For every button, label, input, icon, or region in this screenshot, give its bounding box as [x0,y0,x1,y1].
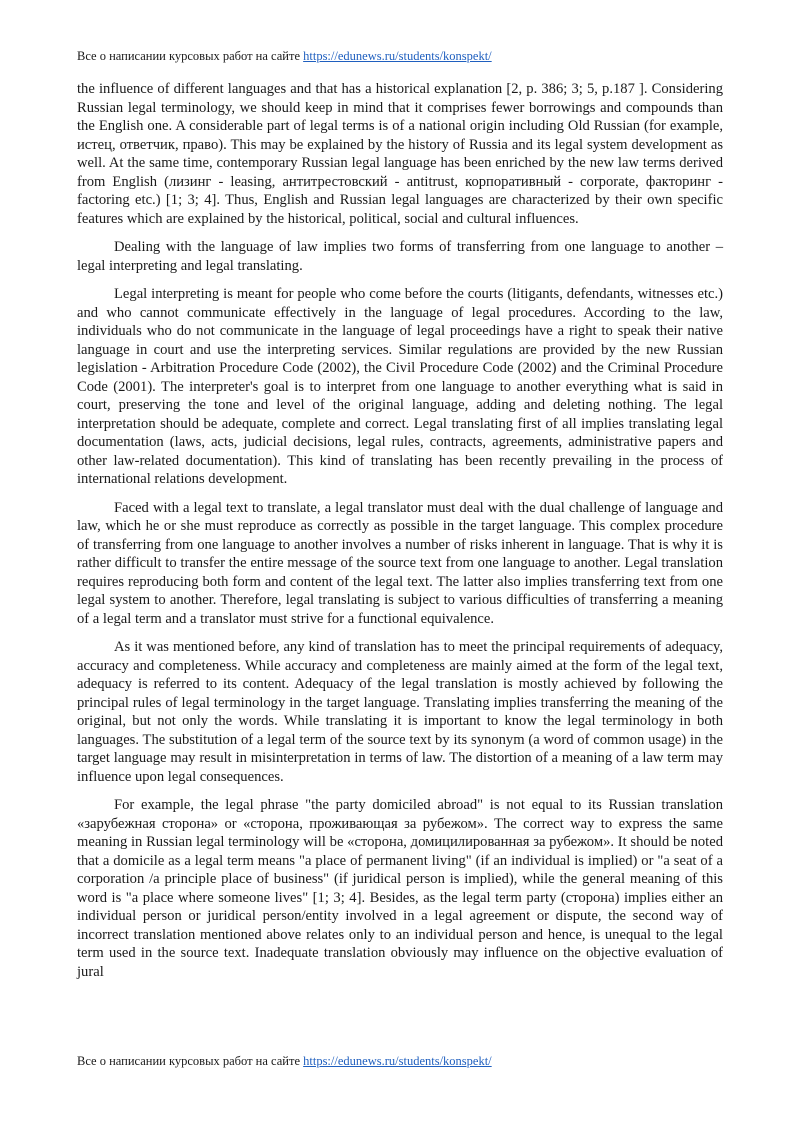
paragraph-5: As it was mentioned before, any kind of translation has to meet the principal requirements of adequacy, accuracy and completeness. While accuracy and completeness are mainly aimed at the form of the legal text, adequacy is referred to its content. Adequacy of the legal translation is mostly achieved by following the principal rules of legal terminology in the target language. Translating implies transferring the meaning of the original, but not only the words. While translating it is important to know the legal terminology in both languages. The substitution of a legal term of the source text by its synonym (a word of common usage) in the target language may result in misinterpretation in terms of law. The distortion of a meaning of a law term may influence upon legal consequences. [77,639,723,785]
header-link[interactable]: https://edunews.ru/students/konspekt/ [303,49,492,63]
paragraph-4: Faced with a legal text to translate, a legal translator must deal with the dual challenge of language and law, which he or she must reproduce as correctly as possible in the target language. This complex procedure of transferring from one language to another involves a number of risks inherent in language. That is why it is rather difficult to transfer the entire message of the source text from one language to another. Legal translation requires reproducing both form and content of the legal text. The latter also implies transferring text from one legal system to another. Therefore, legal translating is subject to various difficulties of transferring a meaning of a legal term and a translator must strive for a functional equivalence. [77,499,723,627]
footer-link[interactable]: https://edunews.ru/students/konspekt/ [303,1054,492,1068]
paragraph-3: Legal interpreting is meant for people who come before the courts (litigants, defendants, witnesses etc.) and who cannot communicate effectively in the language of legal procedures. According to the law, individuals who do not communicate in the language of legal proceedings have a right to speak their native language in court and use the interpreting services. Similar regulations are provided by the new Russian legislation - Arbitration Procedure Code (2002), the Civil Procedure Code (2002) and the Criminal Procedure Code (2001). The interpreter's goal is to interpret from one language to another everything what is said in court, preserving the tone and level of the original language, adding and deleting nothing. The legal interpretation should be adequate, complete and correct. Legal translating first of all implies translating legal documentation (laws, acts, judicial decisions, legal rules, contracts, agreements, administrative papers and other law-related documentation). This kind of translating has been recently prevailing in the process of international relations development. [77,286,723,487]
document-body [77,80,723,991]
paragraph-6: For example, the legal phrase "the party domiciled abroad" is not equal to its Russian translation «зарубежная сторона» or «сторона, проживающая за рубежом». The correct way to express the same meaning in Russian legal terminology will be «сторона, домицилированная за рубежом». It should be noted that a domicile as a legal term means "a place of permanent living" (if an individual is implied) or "a seat of a corporation /a principle place of business" (if juridical person is implied), while the general meaning of this word is "a place where someone lives" [1; 3; 4]. Besides, as the legal term party (сторона) implies either an individual person or juridical person/entity involved in a legal agreement or dispute, the second way of incorrect translation mentioned above relates only to an individual person and hence, is unequal to the legal term used in the source text. Inadequate translation obviously may influence on the objective evaluation of jural [77,797,723,980]
footer-text: Все о написании курсовых работ на сайте [77,1054,304,1068]
paragraph-1: the influence of different languages and that has a historical explanation [2, p. 386; 3; 5, p.187 ]. Considering Russian legal terminology, we should keep in mind that it comprises fewer borrowings and compounds than the English one. A considerable part of legal terms is of a national origin including Old Russian (for example, истец, ответчик, право). This may be explained by the history of Russia and its legal system development as well. At the same time, contemporary Russian legal language has been enriched by the new law terms derived from English (лизинг - leasing, антитрестовский - antitrust, корпоративный - corporate, факторинг - factoring etc.) [1; 3; 4]. Thus, English and Russian legal languages are characterized by their own specific features which are explained by the historical, political, social and cultural influences. [77,81,723,227]
header-text: Все о написании курсовых работ на сайте [77,49,304,63]
page-footer [77,1053,492,1069]
page-header [77,48,492,64]
paragraph-2: Dealing with the language of law implies two forms of transferring from one language to another – legal interpreting and legal translating. [77,239,723,274]
